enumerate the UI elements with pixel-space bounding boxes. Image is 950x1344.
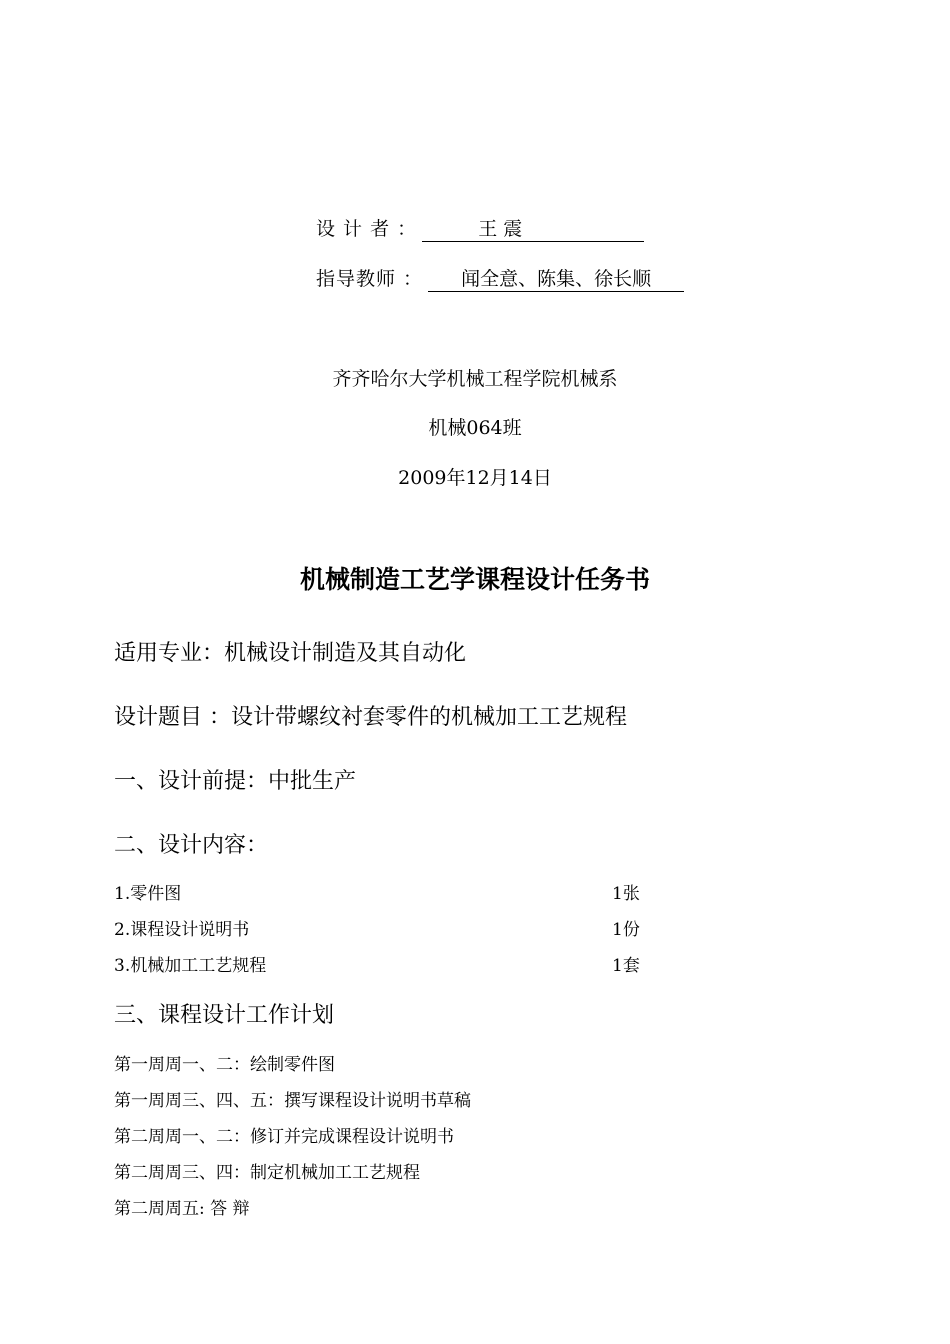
designer-label: 设 计 者 ： — [316, 218, 418, 240]
plan-item: 第二周周三、四：制定机械加工工艺规程 — [114, 1163, 420, 1183]
content-item-name: 2.课程设计说明书 — [114, 920, 250, 940]
class-name: 机械064班 — [428, 417, 522, 439]
section-premise: 一、设计前提：中批生产 — [114, 769, 357, 794]
page-title: 机械制造工艺学课程设计任务书 — [299, 565, 650, 594]
section-contents: 二、设计内容： — [114, 833, 269, 858]
designer-row — [316, 214, 644, 242]
plan-item: 第一周周三、四、五：撰写课程设计说明书草稿 — [114, 1091, 471, 1111]
major-line: 适用专业：机械设计制造及其自动化 — [114, 641, 467, 666]
plan-item: 第二周周五: 答 辩 — [114, 1199, 250, 1219]
plan-item: 第一周周一、二：绘制零件图 — [114, 1055, 335, 1075]
content-item-qty: 1张 — [612, 884, 640, 904]
designer-name: 王 震 — [478, 218, 523, 240]
date: 2009年12月14日 — [398, 467, 552, 489]
advisor-row — [316, 264, 684, 292]
advisor-label: 指导教师 ： — [316, 268, 424, 290]
plan-item: 第二周周一、二：修订并完成课程设计说明书 — [114, 1127, 454, 1147]
section-plan: 三、课程设计工作计划 — [114, 1003, 335, 1028]
topic-line: 设计题目 ：设计带螺纹衬套零件的机械加工工艺规程 — [114, 705, 627, 730]
content-item-name: 3.机械加工工艺规程 — [114, 956, 267, 976]
advisor-names: 闻全意、陈集、徐长顺 — [428, 267, 684, 292]
designer-name-field — [422, 217, 644, 242]
content-item-name: 1.零件图 — [114, 884, 182, 904]
content-item-qty: 1份 — [612, 920, 640, 940]
content-item-qty: 1套 — [612, 956, 640, 976]
institution: 齐齐哈尔大学机械工程学院机械系 — [332, 368, 618, 390]
